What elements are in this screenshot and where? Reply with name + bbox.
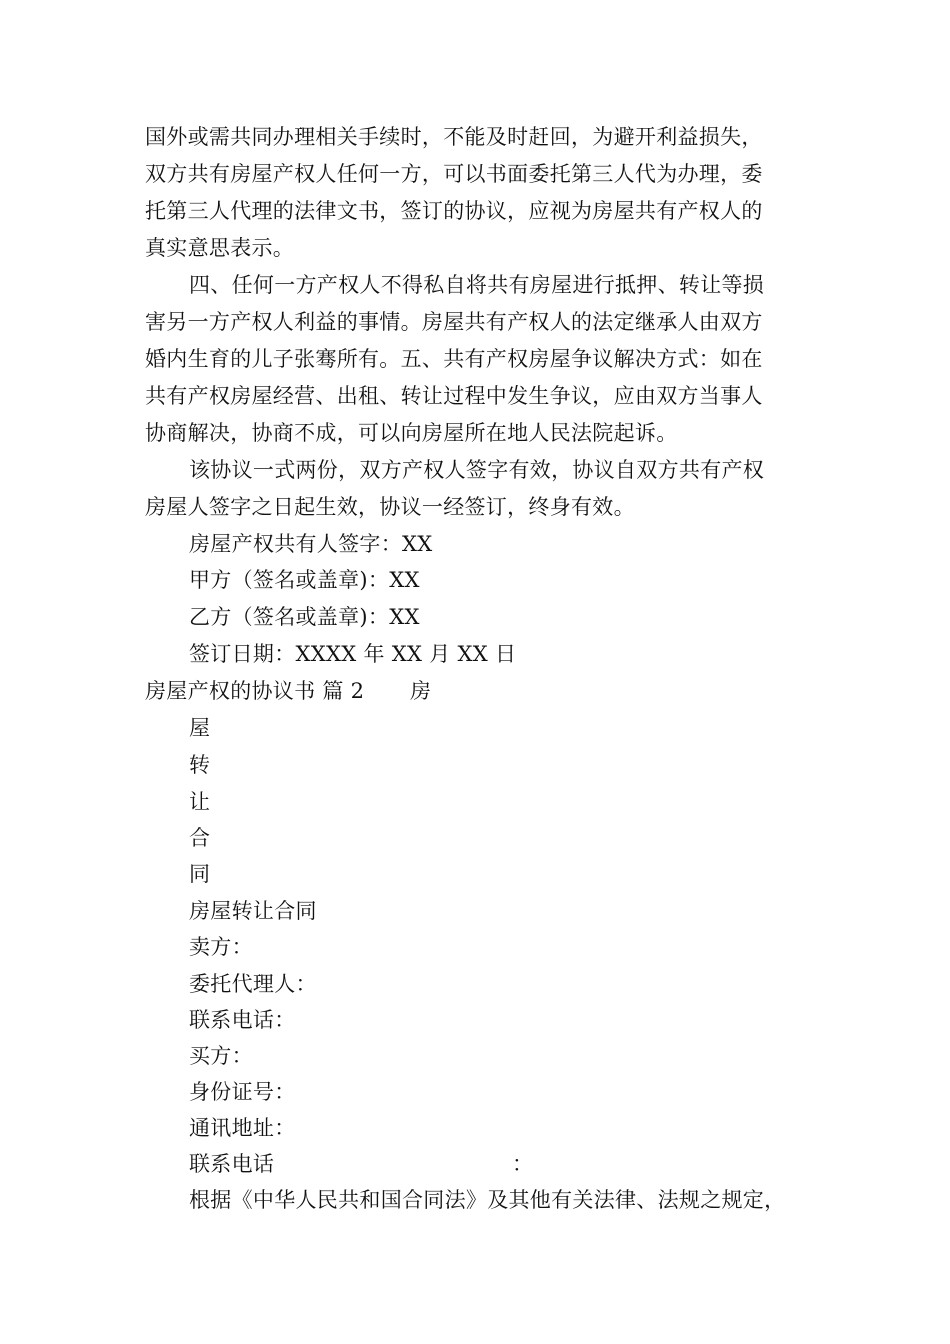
law-reference-line: 根据《中华人民共和国合同法》及其他有关法律、法规之规定， bbox=[189, 1188, 786, 1212]
buyer-phone-colon: ： bbox=[512, 1152, 533, 1176]
address-label: 通讯地址： bbox=[189, 1116, 296, 1140]
para1-line-2: 双方共有房屋产权人任何一方，可以书面委托第三人代为办理，委 bbox=[145, 162, 763, 186]
para1-line-4: 真实意思表示。 bbox=[145, 236, 295, 260]
seller-phone-label: 联系电话： bbox=[189, 1008, 296, 1032]
vertical-char-2: 屋 bbox=[189, 716, 211, 740]
party-b-signature: 乙方（签名或盖章)：XX bbox=[189, 605, 420, 629]
id-number-label: 身份证号： bbox=[189, 1080, 296, 1104]
vertical-char-4: 让 bbox=[189, 790, 211, 814]
section2-heading: 房屋产权的协议书 篇 2 bbox=[145, 679, 365, 703]
para2-line-3: 婚内生育的儿子张骞所有。五、共有产权房屋争议解决方式：如在 bbox=[145, 347, 763, 371]
owners-signature: 房屋产权共有人签字：XX bbox=[189, 532, 433, 556]
seller-label: 卖方： bbox=[189, 935, 253, 959]
buyer-label: 买方： bbox=[189, 1044, 253, 1068]
para1-line-1: 国外或需共同办理相关手续时，不能及时赶回，为避开利益损失， bbox=[145, 125, 763, 149]
vertical-char-1: 房 bbox=[410, 679, 431, 703]
para3-line-2: 房屋人签字之日起生效，协议一经签订，终身有效。 bbox=[145, 495, 635, 519]
para2-line-5: 协商解决，协商不成，可以向房屋所在地人民法院起诉。 bbox=[145, 421, 678, 445]
signing-date: 签订日期：XXXX 年 XX 月 XX 日 bbox=[189, 642, 517, 666]
buyer-phone-label: 联系电话 bbox=[189, 1152, 275, 1176]
agent-label: 委托代理人： bbox=[189, 972, 317, 996]
para1-line-3: 托第三人代理的法律文书，签订的协议，应视为房屋共有产权人的 bbox=[145, 199, 763, 223]
vertical-char-3: 转 bbox=[189, 753, 211, 777]
para3-line-1: 该协议一式两份，双方产权人签字有效，协议自双方共有产权 bbox=[189, 458, 765, 482]
contract-title: 房屋转让合同 bbox=[189, 899, 317, 923]
party-a-signature: 甲方（签名或盖章)：XX bbox=[189, 568, 420, 592]
vertical-char-6: 同 bbox=[189, 862, 211, 886]
para2-line-1: 四、任何一方产权人不得私自将共有房屋进行抵押、转让等损 bbox=[189, 273, 765, 297]
para2-line-4: 共有产权房屋经营、出租、转让过程中发生争议，应由双方当事人 bbox=[145, 384, 763, 408]
vertical-char-5: 合 bbox=[189, 826, 211, 850]
para2-line-2: 害另一方产权人利益的事情。房屋共有产权人的法定继承人由双方 bbox=[145, 310, 763, 334]
